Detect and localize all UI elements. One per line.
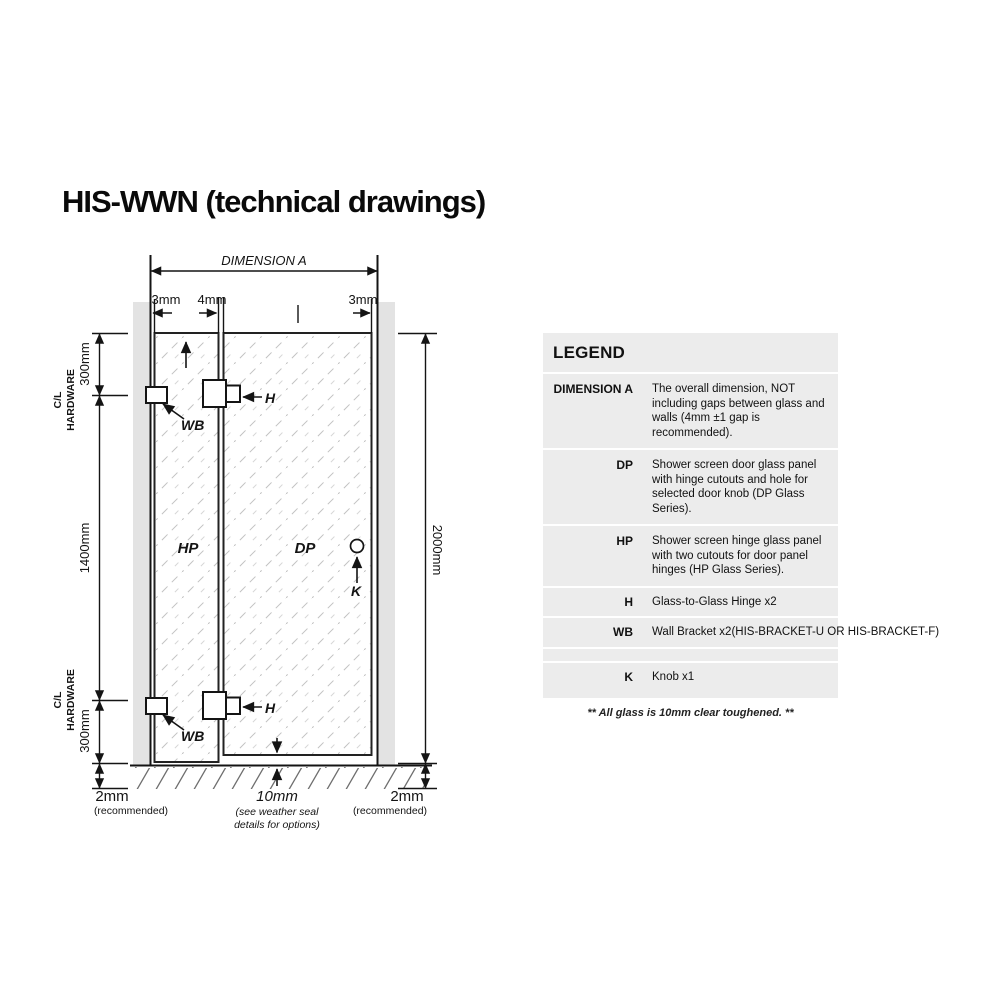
glass-panels xyxy=(155,333,372,762)
knob-callout-label: K xyxy=(350,583,362,599)
legend-row-k xyxy=(543,661,838,699)
cl-hardware-top-label: C/L xyxy=(52,391,64,409)
legend-term: HP xyxy=(616,534,633,548)
legend-row-dimension-a xyxy=(543,372,838,448)
cl-hardware-top-label: HARDWARE xyxy=(65,369,77,431)
legend-term: H xyxy=(624,594,633,609)
floor xyxy=(130,766,432,790)
top-gap-dimensions xyxy=(153,297,372,333)
hinge-top-icon xyxy=(226,386,240,403)
weather-seal-note-line2: details for options) xyxy=(234,819,320,831)
legend-description: Glass-to-Glass Hinge x2 xyxy=(652,595,777,608)
legend-description: The overall dimension, NOT including gaps between glass and walls (4mm ±1 gap is recommended). xyxy=(652,383,825,439)
dp-panel-label: DP xyxy=(294,540,316,557)
dim-300-top-label: 300mm xyxy=(77,342,92,386)
legend-row-spacer xyxy=(543,647,838,661)
dimension-a xyxy=(152,253,378,271)
legend-description xyxy=(652,649,833,661)
dimension-a-label: DIMENSION A xyxy=(221,253,307,268)
legend-row-hp xyxy=(543,524,838,586)
bracket-callout-label: WB xyxy=(181,728,205,744)
legend-row-h xyxy=(543,586,838,617)
legend-title: LEGEND xyxy=(553,343,626,362)
legend-panel xyxy=(543,333,940,698)
legend-row-dp xyxy=(543,448,838,524)
gap-2mm-right-note: (recommended) xyxy=(352,805,428,817)
page-title: HIS-WWN (technical drawings) xyxy=(62,184,486,219)
knob-icon xyxy=(351,540,364,553)
legend-term: WB xyxy=(613,625,633,639)
cl-hardware-bottom-label: C/L xyxy=(52,691,64,709)
legend-description: Wall Bracket x2(HIS-BRACKET-U OR HIS-BRACKET-F) xyxy=(652,626,940,638)
hinge-callout-label: H xyxy=(265,390,276,406)
legend-term: DP xyxy=(616,458,633,472)
dim-1400-label: 1400mm xyxy=(77,522,92,574)
legend-description: Knob x1 xyxy=(652,670,695,683)
gap-2mm-right-label: 2mm xyxy=(390,788,424,805)
gap-middle-label: 4mm xyxy=(197,292,227,307)
left-dimensions xyxy=(92,334,128,789)
hinge-bottom-icon xyxy=(226,698,240,715)
hp-panel-label: HP xyxy=(177,540,199,557)
hinge-top-icon xyxy=(203,380,226,407)
glass-footnote: ** All glass is 10mm clear toughened. ** xyxy=(587,707,794,719)
hinge-bottom-icon xyxy=(203,692,226,719)
legend-term: DIMENSION A xyxy=(553,382,633,396)
bracket-bottom-icon xyxy=(146,698,167,714)
bracket-callout-label: WB xyxy=(181,417,205,433)
hinge-callout-label: H xyxy=(265,700,276,716)
legend-term: K xyxy=(624,669,633,684)
dim-300-bottom-label: 300mm xyxy=(77,709,92,753)
cl-hardware-bottom-label: HARDWARE xyxy=(65,669,77,731)
weather-seal-note-line1: (see weather seal xyxy=(235,806,319,818)
gap-right-label: 3mm xyxy=(348,292,378,307)
legend-description: Shower screen hinge glass panel with two cutouts for door panel hinges (HP Glass Series). xyxy=(652,535,822,576)
gap-10mm-label: 10mm xyxy=(256,788,298,805)
gap-2mm-left-note: (recommended) xyxy=(93,805,169,817)
gap-2mm-left-label: 2mm xyxy=(95,788,129,805)
legend-term xyxy=(543,649,633,661)
bracket-top-icon xyxy=(146,387,167,403)
legend-row-wb xyxy=(543,616,940,647)
gap-left-label: 3mm xyxy=(151,292,181,307)
dim-2000-label: 2000mm xyxy=(430,524,445,576)
legend-description: Shower screen door glass panel with hinge cutouts and hole for selected door knob (DP Glass Series). xyxy=(652,459,817,515)
